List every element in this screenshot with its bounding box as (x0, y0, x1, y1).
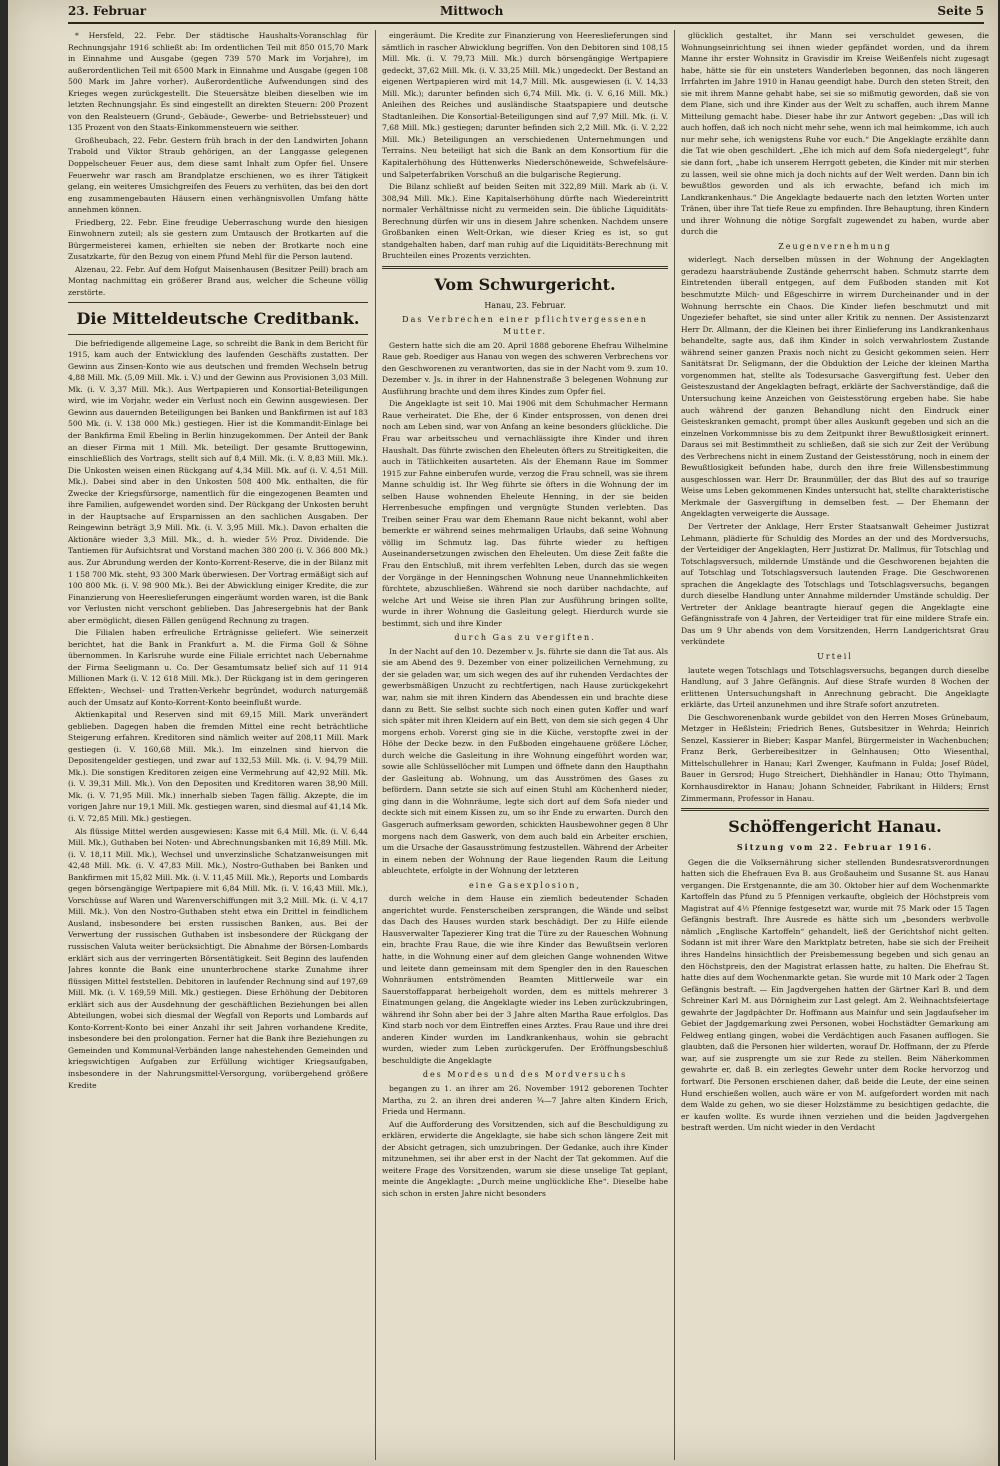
creditbank-paragraph: Die Bilanz schließt auf beiden Seiten mit 322,89 Mill. Mark ab (i. V. 308,94 Mill. Mk.). Eine Kapitalserhöhung dürfte nach Wiedereintritt normaler Verhältnisse nicht zu vermeiden sein. Die übliche Liquiditäts-Berechnung dürfen wir uns in diesem Jahre schenken. Nachdem unsere Großbanken einen Welt-Orkan, wie dieser Krieg es ist, so gut standgehalten haben, darf man ruhig auf die Liquiditäts-Berechnung mit Bruchteilen eines Prozents verzichten. (382, 182, 668, 261)
creditbank-paragraph: Als flüssige Mittel werden ausgewiesen: Kasse mit 6,4 Mill. Mk. (i. V. 6,44 Mill. Mk.), Guthaben bei Noten- und Abrechnungsbanken mit 16,89 Mill. Mk. (i. V. 18,11 Mill. Mk.), Wechsel und unverzinsliche Schatzanweisungen mit 42,48 Mill. Mk. (i. V. 47,83 Mill. Mk.), Nostro-Guthaben bei Banken und Bankfirmen mit 15,82 Mill. Mk. (i. V. 11,45 Mill. Mk.), Reports und Lombards gegen börsengängige Wertpapiere mit 6,84 Mill. Mk. (i. V. 16,43 Mill. Mk.), Vorschüsse auf Waren und Warenverschiffungen mit 3,2 Mill. Mk. (i. V. 4,17 Mill. Mk.). Von den Nostro-Guthaben steht etwa ein Drittel in feindlichem Ausland, insbesondere bei ersten russischen Banken, aus. Bei der Verwertung der russischen Guthaben ist insbesondere der Rückgang der russischen Valuta weiter berücksichtigt. Die Abnahme der Börsen-Lombards erklärt sich aus der verringerten Börsentätigkeit. Seit Beginn des laufenden Jahres konnte die Bank eine ununterbrochene starke Zunahme ihrer flüssigen Mittel feststellen. Debitoren in laufender Rechnung sind auf 197,69 Mill. Mk. (i. V. 169,59 Mill. Mk.) gestiegen. Diese Erhöhung der Debitoren erklärt sich aus der Ausdehnung der geschäftlichen Beziehungen bei allen Abteilungen, wobei sich diesmal der Wegfall von Reports und Lombards auf Konto-Korrent-Konto bei einer Anzahl ihr seit Jahren vorhandene Kredite, insbesondere bei den prolongation. Ferner hat die Bank ihre Beziehungen zu Gemeinden und Kommunal-Verbänden lange nahestehenden Gemeinden und kriegswichtigen Aufgaben zur Erfüllung wichtiger Kriegsaufgaben, insbesondere in der Nahrungsmittel-Versorgung, vorübergehend größere Kredite (68, 826, 368, 1090)
subheading: Zeugenvernehmung (778, 241, 892, 251)
page-header (68, 2, 984, 24)
court-paragraph: glücklich gestaltet, ihr Mann sei verschuldet gewesen, die Wohnungseinrichtung sei ihnen wieder gepfändet worden, und da ihrem Manne ihr erster Wohnsitz in Gravisdir im Kreise Weißenfels nicht zugesagt habe, hätte sie für ein unsteters Wanderleben begonnen, das noch längeren Irrfahrten im Jahre 1910 in Hanau geendigt habe. Durch den steten Streit, den sie mit ihrem Manne gehabt habe, sei sie so mißmutig geworden, daß sie von dem Plane, sich und ihre Kinder aus der Welt zu schaffen, auch ihrem Manne Mitteilung gemacht habe. Dieser habe ihr zur Antwort gegeben: „Das will ich auch hoffen, daß ich noch nicht mehr sehe, wenn ich mal heimkomme, ich auch nur mehr sehe, ich wenigstens Ruhe vor euch.“ Die Angeklagte erzählte dann die Tat wie oben geschildert. „Ehe ich mich auf dem Sofa niedergelegt“, fuhr sie dann fort, „habe ich unserem Herrgott gebeten, die Kinder mit mir sterben zu lassen, weil sie ohne mich ja doch nichts auf der Welt werden. Dann bin ich bewußtlos geworden und als ich erwachte, befand ich mich im Landkrankenhaus.“ Die Angeklagte bedauerte nach den letzten Worten unter Tränen, über ihre Tat tiefe Reue zu empfinden. Ihre Behauptung, ihren Kindern und ihrer Wohnung die nötige Sorgfalt zugewendet zu haben, wurde aber durch die (681, 31, 989, 237)
subheading: des Mordes und des Mordversuchs (422, 1070, 628, 1080)
article-title-schoeffengericht: Schöffengericht Hanau. (728, 817, 942, 837)
court-paragraph: Gestern hatte sich die am 20. April 1888 geborene Ehefrau Wilhelmine Raue geb. Roediger aus Hanau von wegen des schweren Verbrechens vor den Geschworenen zu verantworten, das sie in der Nacht vom 9. zum 10. Dezember v. Js. in ihrer in der Hahnenstraße 3 belegenen Wohnung zur Ausführung brachte und dem ihres Kindes zum Opfer fiel. (382, 340, 668, 396)
news-alzenau: Alzenau, 22. Febr. Auf dem Hofgut Maisenhausen (Besitzer Peill) brach am Montag nachmittag ein größerer Brand aus, welcher die Scheune völlig zerstörte. (68, 264, 368, 298)
column-1 (68, 30, 368, 1460)
subheading: eine Gasexplosion, (469, 880, 581, 890)
section-divider (382, 266, 668, 269)
creditbank-paragraph: eingeräumt. Die Kredite zur Finanzierung von Heereslieferungen sind sämtlich in rascher Abwicklung begriffen. Von den Debitoren sind 108,15 Mill. Mk. (i. V. 79,73 Mill. Mk.) durch börsengängige Wertpapiere gedeckt, 37,62 Mill. Mk. (i. V. 33,25 Mill. Mk.) ungedeckt. Der Bestand an eigenen Wertpapieren wird mit 14,7 Mill. Mk. ausgewiesen (i. V. 14,33 Mill. Mk.); darunter befinden sich 6,74 Mill. Mk. (i. V. 6,16 Mill. Mk.) Anleihen des Reiches und ausländische Staatspapiere und deutsche Stadtanleihen. Die Konsortial-Beteiligungen sind auf 7,97 Mill. Mk. (i. V. 7,68 Mill. Mk.) gestiegen; darunter befinden sich 2,2 Mill. Mk. (i. V. 2,22 Mill. Mk.) Beteiligungen an verschiedenen Unternehmungen und Terrains. Neu beteiligt hat sich die Bank an dem Konsortium für die Kapitalerhöhung des Hüttenwerks Niederschöneweide, Schwefelsäure- und Salpeterfabriken Vorschuß an die bulgarische Regierung. (382, 31, 668, 179)
article-title-schwurgericht: Vom Schwurgericht. (434, 274, 616, 294)
creditbank-paragraph: Die befriedigende allgemeine Lage, so schreibt die Bank in dem Bericht für 1915, kam auch der Entwicklung des laufenden Geschäfts zustatten. Der Gewinn aus Zinsen-Konto wie aus deutschen und fremden Wechseln betrug 4,88 Mill. Mk. (5,09 Mill. Mk. i. V.) und der Gewinn aus Provisionen 3,03 Mill. Mk. (i. V. 3,37 Mill. Mk.). Aus Wertpapieren und Konsortial-Beteiligungen wird, wie im Vorjahr, weder ein Verlust noch ein Gewinn ausgewiesen. Der Gewinn aus dauernden Beteiligungen bei Banken und Bankfirmen ist auf 183 500 Mk. (i. V. 138 000 Mk.) gestiegen. Hier ist die Kommandit-Einlage bei der Bankfirma Emil Ebeling in Berlin hinzugekommen. Der Anteil der Bank an dieser Firma mit 1 Mill. Mk. beteiligt. Der gesamte Bruttogewinn, einschließlich des Vortrags, stellt sich auf 8,4 Mill. Mk. (i. V. 8,83 Mill. Mk.). Die Unkosten weisen einen Rückgang auf 4,34 Mill. Mk. auf (i. V. 4,51 Mill. Mk.). Dabei sind aber in den Unkosten 508 400 Mk. enthalten, die für Zwecke der Kriegsfürsorge, namentlich für die eingezogenen Beamten und ihre Familien, aufgewendet worden sind. Der Rückgang der Unkosten beruht in der Hauptsache auf Ersparnissen an den sachlichen Ausgaben. Der Reingewinn beträgt 3,9 Mill. Mk. (i. V. 3,95 Mill. Mk.). Davon erhalten die Aktionäre wieder 3,3 Mill. Mk., d. h. wieder 5½ Proz. Dividende. Die Tantiemen für Aufsichtsrat und Vorstand machen 380 200 (i. V. 366 800 Mk.) aus. Zur Abrundung werden der Konto-Korrent-Reserve, die in der Bilanz mit 1 158 700 Mk. steht, 93 300 Mark überwiesen. Der Vortrag ermäßigt sich auf 100 800 Mk. (i. V. 98 900 Mk.). Bei der Abwicklung einiger Kredite, die zur Finanzierung von Heereslieferungen eingeräumt worden waren, ist die Bank vor Verlusten nicht verschont geblieben. Das Jahresergebnis hat der Bank aber ermöglicht, diesen Fällen genügend Rechnung zu tragen. (68, 338, 368, 625)
news-friedberg: Friedberg, 22. Febr. Eine freudige Ueberraschung wurde den hiesigen Einwohnern zuteil; als sie gestern zum Umtausch der Brotkarten auf die Bürgermeisterei kamen, erhielten sie neben der Brotkarte noch eine Zusatzkarte, für den Bezug von einem Pfund Mehl für die Person lautend. (68, 217, 368, 262)
section-divider (68, 334, 368, 335)
section-divider (681, 808, 989, 811)
column-3 (681, 30, 989, 1460)
header-page-number: Seite 5 (937, 4, 984, 18)
news-grossheubach: Großheubach, 22. Febr. Gestern früh brach in der den Landwirten Johann Trabold und Viktor Straub gehörigen, an der Langgasse gelegenen Doppelscheuer Feuer aus, dem diese samt Inhalt zum Opfer fiel. Unsere Feuerwehr war rasch am Brandplatze erschienen, wo es ihrer Tätigkeit gelang, ein weiteres Umsichgreifen des Feuers zu verhüten, das bei den dort eng zusammengebauten Häusern einen verhängnisvollen Umfang hätte annehmen können. (68, 135, 368, 215)
court-paragraph: begangen zu 1. an ihrer am 26. November 1912 geborenen Tochter Martha, zu 2. an ihren drei anderen ¾—7 Jahre alten Kindern Erich, Frieda und Hermann. (382, 1084, 668, 1117)
news-hersfeld: * Hersfeld, 22. Febr. Der städtische Haushalts-Voranschlag für Rechnungsjahr 1916 schließt ab: Im ordentlichen Teil mit 850 015,70 Mark in Einnahme und Ausgabe (gegen 739 570 Mark im Vorjahre), im außerordentlichen Teil mit 6500 Mark in Einnahme und Ausgabe (gegen 108 500 Mark im Jahre vorher). Außerordentliche Aufwendungen sind des Krieges wegen zurückgestellt. Die Steuersätze bleiben dieselben wie im letzten Rechnungsjahr. Es sind eingestellt an direkten Steuern: 200 Prozent von den Realsteuern (Grund-, Gebäude-, Gewerbe- und Betriebssteuer) und 135 Prozent von den Staats-Einkommensteuern wie seither. (68, 31, 368, 133)
subheading: Das Verbrechen einer pflichtvergessenen Mutter. (402, 315, 648, 337)
article-title-creditbank: Die Mitteldeutsche Creditbank. (76, 308, 360, 328)
creditbank-paragraph: Die Filialen haben erfreuliche Erträgnisse geliefert. Wie seinerzeit berichtet, hat die Bank in Frankfurt a. M. die Firma Goll & Söhne übernommen. In Karlsruhe wurde eine Filiale errichtet nach Uebernahme der Firma Seeligmann u. Co. Der Gesamtumsatz belief sich auf 11 914 Millionen Mark (i. V. 12 618 Mill. Mk.). Der Rückgang ist in dem geringeren Effekten-, Wechsel- und Tratten-Verkehr begründet, wodurch naturgemäß auch der Umsatz auf Konto-Korrent-Konto beeinflußt wurde. (68, 628, 368, 707)
newspaper-page (8, 0, 998, 1466)
court-paragraph: Die Geschworenenbank wurde gebildet von den Herren Moses Grünebaum, Metzger in Heßlstein; Friedrich Benes, Gutsbesitzer in Wehrda; Heinrich Senzel, Kassierer in Bieber; Kaspar Manfel, Bürgermeister in Wachenbuchen; Franz Berk, Gerbereibesitzer in Gelnhausen; Otto Wiesenthal, Mittelschullehrer in Hanau; Karl Zwenger, Kaufmann in Fulda; Josef Rüdel, Bauer in Gersrod; Hugo Streichert, Diehhändler in Hanau; Otto Thylmann, Kornhausdirektor in Hanau; Johann Schneider, Fabrikant in Hilders; Ernst Zimmermann, Professor in Hanau. (681, 712, 989, 803)
creditbank-paragraph: Aktienkapital und Reserven sind mit 69,15 Mill. Mark unverändert geblieben. Dagegen haben die fremden Mittel eine recht beträchtliche Steigerung erfahren. Kreditoren sind nämlich weiter auf 208,11 Mill. Mark gestiegen (i. V. 160,68 Mill. Mk.). Im einzelnen sind hiervon die Depositengelder gestiegen, und zwar auf 132,53 Mill. Mk. (i. V. 94,79 Mill. Mk.). Die sonstigen Kreditoren zeigen eine Vermehrung auf 42,92 Mill. Mk. (i. V. 39,31 Mill. Mk.). Von den Depositen und Kreditoren waren 38,90 Mill. Mk. (i. V. 71,95 Mill. Mk.) innerhalb sieben Tagen fällig. Akzepte, die im vorigen Jahre nur 19,1 Mill. Mk. gestiegen waren, sind diesmal auf 41,14 Mk. (i. V. 72,85 Mill. Mk.) gestiegen. (68, 710, 368, 823)
court-paragraph: Auf die Aufforderung des Vorsitzenden, sich auf die Beschuldigung zu erklären, erwiderte die Angeklagte, sie habe sich schon längere Zeit mit der Absicht getragen, sich umzubringen. Der Gedanke, auch ihre Kinder mitzunehmen, sei ihr aber erst in der Nacht der Tat gekommen. Auf die weitere Frage des Vorsitzenden, warum sie diese unselige Tat geplant, meinte die Angeklagte: „Durch meine unglückliche Ehe“. Dieselbe habe sich schon in ersten Jahre nicht besonders (382, 1119, 668, 1198)
court-paragraph: Gegen die die Volksernährung sicher stellenden Bundesratsverordnungen hatten sich die Ehefrauen Eva B. aus Großauheim und Susanne St. aus Hanau vergangen. Die Erstgenannte, die am 30. Oktober hier auf dem Wochenmarkte Kartoffeln das Pfund zu 5 Pfennigen verkaufte, obgleich der Höchstpreis vom Magistrat auf 4½ Pfennige festgesetzt war, wurde mit 75 Mark oder 15 Tagen Gefängnis bestraft. Ihre Ausrede es hätte sich um „besonders werbvolle nämlich „Englische Kartoffeln“ gehandelt, ließ der Gerichtshof nicht gelten. Sodann ist mit ihrer Ware den Marktplatz betreten, habe sie sich der Freiheit ihres Handelns hinsichtlich der Preisbemessung begeben und sich genau an den Höchstpreis, den der Magistrat erlassen hatte, zu halten. Die Ehefrau St. hatte dies auf dem Wochenmarkte getan. Sie wurde mit 10 Mark oder 2 Tagen Gefängnis bestraft. — Ein Jagdvergehen hatten der Gärtner Karl B. und dem Schreiner Karl M. aus Dörnigheim zur Last gelegt. Am 2. Weihnachtsfeiertage gewahrte der Jagdpächter Dr. Hoffmann aus Mainfur und sein Jagdaufseher im Gebiet der Jagdgemarkung zwei Personen, wobei Hochstädter Gemarkung am Feldweg entlang gingen, wobei die Verdächtigen auch Fasanen aufflogen. Sie glaubten, daß die Personen hier wilderten, worauf Dr. Hoffmann, der zu Pferde war, auf sie zusprengte um sie zur Rede zu stellen. Beim Näherkommen gewahrte er, daß B. ein zerlegtes Gewehr unter dem Rocke hervorzog und fortwarf. Die Personen erschienen daher, daß beide die Leute, der eine seinen Hund erschießen wollen, auch wäre er von M. aufgefordert worden mit nach dem Walde zu gehen, wo sie dieser Holzstämme zu besichtigen gedachte, die er kaufen wollte. Es wurde ihnen verziehen und die beiden Jagdvergehen bestraft werden. Um nicht wieder in den Verdacht (681, 857, 989, 1133)
dateline: Sitzung vom 22. Februar 1916. (736, 842, 934, 853)
subheading: Urteil (817, 651, 853, 661)
subheading: durch Gas zu vergiften. (454, 633, 596, 643)
header-date: 23. Februar (68, 4, 147, 18)
header-day: Mittwoch (440, 4, 504, 18)
court-paragraph: durch welche in dem Hause ein ziemlich bedeutender Schaden angerichtet wurde. Fensterscheiben zersprangen, die Wände und selbst das Dach des Hauses wurden stark beschädigt. Der zu Hilfe eilende Hausverwalter Tapezierer King trat die Türe zu der Raueschen Wohnung ein, brachte Frau Raue, die wie ihre Kinder das Bewußtsein verloren hatte, in die Wohnung einer auf dem gleichen Gange wohnenden Witwe und leitete dann gemeinsam mit dem Spengler den in den Raueschen Wohnräumen entströmenden Beamten Mittlerweile war ein Sauerstoffapparat herbeigeholt worden, dem es mittels mehrerer 3 Einatmungen gelang, die Angeklagte wieder ins Leben zurückzubringen, während ihr Sohn aber bei der 3 Jahre alten Martha Raue erfolglos. Das Kind starb noch vor dem Eintreffen eines Arztes. Frau Raue und ihre drei anderen Kinder wurden im Landkrankenhaus, wohin sie gebracht wurden, wieder zum Leben zurückgerufen. Der Eröffnungsbeschluß beschuldigte die Angeklagte (382, 894, 668, 1065)
column-divider (375, 30, 376, 1460)
court-paragraph: Der Vertreter der Anklage, Herr Erster Staatsanwalt Geheimer Justizrat Lehmann, plädierte für Schuldig des Mordes an der und des Mordversuchs, der Verteidiger der Angeklagten, Herr Justizrat Dr. Mallmus, für Totschlag und Totschlagsversuch, mildernde Umstände und die Geschworenen bejahten die auf Totschlag und Totschlagsversuch lautenden Frage. Die Geschworenen sprachen die Angeklagte des Totschlags und Totschlagsversuchs, begangen durch dieselbe Handlung unter Annahme mildernder Umstände schuldig. Der Vertreter der Anklage beantragte hierauf gegen die Angeklagte eine Gefängnisstrafe von 4 Jahren, der Verteidiger trat für eine mildere Strafe ein. Das um 9 Uhr abends von dem Vorsitzenden, Herrn Landgerichtsrat Grau verkündete (681, 521, 989, 647)
court-paragraph: In der Nacht auf den 10. Dezember v. Js. führte sie dann die Tat aus. Als sie am Abend des 9. Dezember von einer polizeilichen Vernehmung, zu der sie geladen war, um sich wegen des auf ihr ruhenden Verdachtes der gewerbsmäßigen Unzucht zu rechtfertigen, nach Hause zurückgekehrt war, nahm sie mit ihren Kindern das Abendessen ein und brachte diese dann zu Bett. Sie selbst suchte sich noch einen guten Koffer und warf sich später mit ihren Kleidern auf ein Bett, von dem sie sich gegen 4 Uhr morgens erhob. Vorerst ging sie in die Küche, verstopfte zwei in der Höhe der Decke bezw. in den Fußboden eingehauene größere Löcher, durch welche die Gasleitung in ihre Wohnung eingeführt worden war, sowie alle Schlüssellöcher mit Lumpen und öffnete dann den Haupthahn der Gasleitung ab. Wohnung, um das Ausströmen des Gases zu befördern. Dann setzte sie sich auf einen Stuhl am Küchenherd nieder, ging dann in die Wohnräume, legte sich dort auf dem Sofa nieder und deckte sich mit einem Kissen zu, um so ihr Ende zu erwarten. Durch den Gasgeruch aufmerksam geworden, schickten Hausbewohner gegen 8 Uhr morgens nach dem Gaswerk, von dem auch bald ein Arbeiter erschien, um die Ursache der Gasausströmung festzustellen. Während der Arbeiter in einem neben der Wohnung der Raue liegenden Raum die Leitung ableuchtete, erfolgte in der Wohnung der letzteren (382, 646, 668, 876)
court-paragraph: lautete wegen Totschlags und Totschlagsversuchs, begangen durch dieselbe Handlung, auf 3 Jahre Gefängnis. Auf diese Strafe wurden 8 Wochen der erlittenen Untersuchungshaft in Anrechnung gebracht. Die Angeklagte erklärte, das Urteil anzunehmen und ihre Strafe sofort anzutreten. (681, 665, 989, 710)
column-2 (382, 30, 668, 1460)
court-paragraph: widerlegt. Nach derselben müssen in der Wohnung der Angeklagten geradezu haarsträubende Zustände geherrscht haben. Schmutz starrte dem Eintretenden überall entgegen, auf dem Fußboden standen mit Kot beschmutzte Milch- und Eßgeschirre in wirrem Durcheinander und in der Wohnung herrschte ein Chaos. Die Kinder liefen beschmutzt und mit Ungeziefer behaftet, sie sind unter aller Kritik zu nennen. Der Assistenzarzt Herr Dr. Allmann, der die Kleinen bei ihrer Einlieferung ins Landkrankenhaus behandelte, sagte aus, daß ihm Kinder in solch verwahrlostem Zustande während seiner ganzen Praxis noch nicht zu Gesicht gekommen seien. Herr Sanitätsrat Dr. Seligmann, der die Obduktion der Leiche der kleinen Martha vorgenommen hat, stellte als Todesursache Gasvergiftung fest. Ueber den Geisteszustand der Angeklagten befragt, erklärte der Sachverständige, daß die Untersuchung keine Anzeichen von Geistesstörung ergeben habe. Sie habe auch während der ganzen Behandlung nicht den Eindruck einer Geisteskranken gemacht, prompt über alles Auskunft gegeben und sich an die einzelnen Vorkommnisse bis zu dem Zeitpunkt ihrer Bewußtlosigkeit erinnert. Daraus sei mit Bestimmtheit zu schließen, daß sie sich zur Zeit der Verübung des Verbrechens nicht in einem Zustand der Geistesstörung, noch in einem der Bewußtlosigkeit befunden habe, durch den ihre freie Willensbestimmung ausgeschlossen war. Herr Dr. Braunmüller, der das Blut des auf so traurige Weise ums Leben gekommenen Kindes untersucht hat, stellte charakteristische Merkmale der Gasvergiftung in demselben fest. — Der Ehemann der Angeklagten verweigerte die Aussage. (681, 255, 989, 519)
section-divider (68, 302, 368, 303)
dateline: Hanau, 23. Februar. (484, 300, 566, 310)
column-divider (674, 30, 675, 1460)
court-paragraph: Die Angeklagte ist seit 10. Mai 1906 mit dem Schuhmacher Hermann Raue verheiratet. Die Ehe, der 6 Kinder entsprossen, von denen drei noch am Leben sind, war von Anfang an keine besonders glückliche. Die Frau war arbeitsscheu und vernachlässigte ihre Kinder und ihren Haushalt. Das führte zwischen den Eheleuten öfters zu Streitigkeiten, die auch in Tätlichkeiten ausarteten. Als der Ehemann Raue im Sommer 1915 zur Fahne einberufen wurde, verzog die Frau schnell, was sie ihrem Manne schuldig ist. Ihr Weg führte sie öfters in die Wohnung der im selben Hause wohnenden Eheleute Henning, in der sie beiden Herrenbesuche empfingen und vergnügte Stunden verlebten. Das Treiben seiner Frau war dem Ehemann Raue nicht bekannt, wohl aber bemerkte er während seines mehrmaligen Urlaubs, daß seine Wohnung völlig im Schmutz lag. Das führte wieder zu heftigen Auseinandersetzungen zwischen den Eheleuten. Um diese Zeit faßte die Frau den Entschluß, mit ihrem verfehlten Leben, durch das sie wegen der Vorgänge in der Henningschen Wohnung neue Unannehmlichkeiten fürchtete, abzuschließen. Während sie noch darüber nachdachte, auf welche Art und Weise sie ihren Plan zur Ausführung bringen sollte, wurde in ihrer Wohnung die Gasleitung gelegt. Hierdurch wurde sie bestimmt, sich und ihre Kinder (382, 399, 668, 628)
